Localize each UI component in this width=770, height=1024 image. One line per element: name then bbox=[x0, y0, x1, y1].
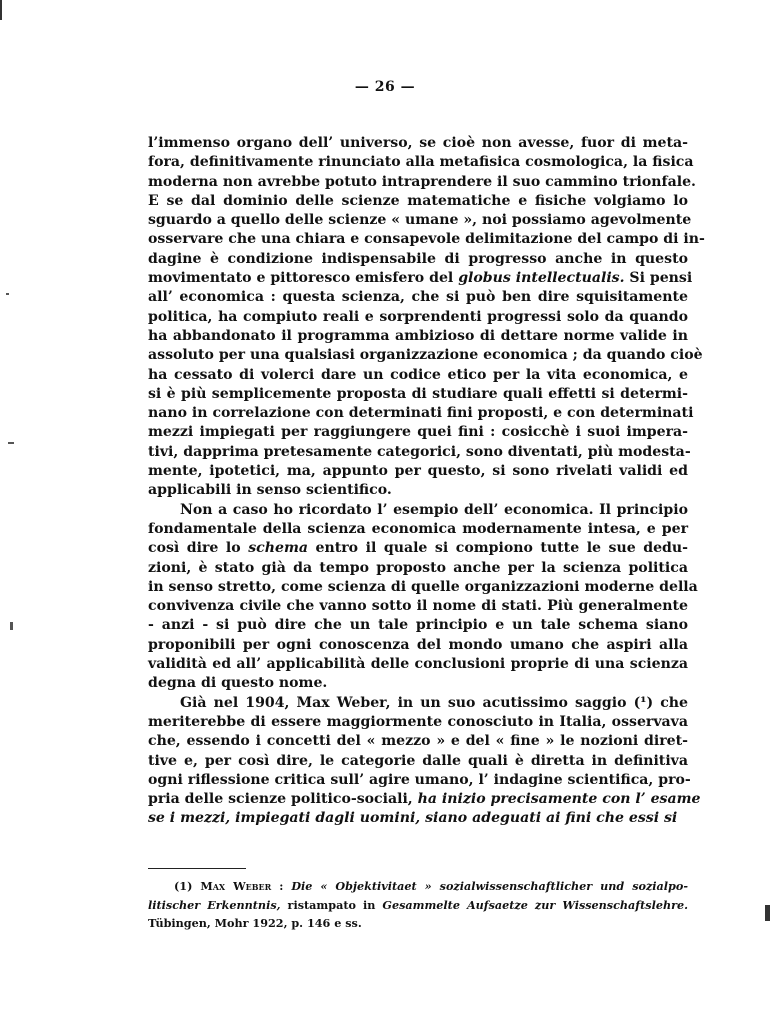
text-span: così dire lo bbox=[148, 540, 249, 557]
footnote-line-2 bbox=[148, 896, 688, 915]
footnote-line-1 bbox=[148, 877, 688, 896]
text-line: mente, ipotetici, ma, appunto per questo, si sono rivelati validi ed bbox=[148, 463, 688, 480]
footnote-marker: (1) bbox=[174, 879, 193, 893]
text-line: moderna non avrebbe potuto intraprendere il suo cammino trionfale. bbox=[148, 173, 696, 190]
text-line: degna di questo nome. bbox=[148, 675, 328, 692]
text-span: entro il quale si compiono tutte le sue dedu- bbox=[308, 540, 688, 557]
text-line: assoluto per una qualsiasi organizzazione economica ; da quando cioè bbox=[148, 347, 703, 364]
text-span: pria delle scienze politico-sociali, bbox=[148, 791, 418, 808]
text-line: Già nel 1904, Max Weber, in un suo acutissimo saggio (¹) che bbox=[180, 694, 688, 711]
footnote-author: Max Weber : bbox=[200, 879, 284, 893]
text-line: l’immenso organo dell’ universo, se cioè non avesse, fuor di meta- bbox=[148, 135, 688, 151]
text-line: fora, definitivamente rinunciato alla metafisica cosmologica, la fisica bbox=[148, 154, 694, 171]
footnote-title-cont: litischer Erkenntnis, bbox=[148, 897, 281, 912]
text-line: osservare che una chiara e consapevole delimitazione del campo di in- bbox=[148, 231, 705, 248]
page-number: — 26 — bbox=[354, 79, 416, 95]
text-span: Si pensi bbox=[624, 270, 693, 287]
italic-text: globus intellectualis. bbox=[458, 270, 625, 287]
text-line: si è più semplicemente proposta di studiare quali effetti si determi- bbox=[148, 385, 688, 402]
text-line: politica, ha compiuto reali e sorprendenti progressi solo da quando bbox=[148, 308, 688, 325]
footnote-divider bbox=[148, 868, 246, 869]
body-text bbox=[148, 134, 705, 829]
text-line bbox=[148, 809, 688, 828]
italic-text: ha inizio precisamente con l’ esame bbox=[417, 791, 701, 808]
text-line: validità ed all’ applicabilità delle conclusioni proprie di una scienza bbox=[148, 656, 688, 673]
text-line: Non a caso ho ricordato l’ esempio dell’ economica. Il principio bbox=[180, 501, 688, 518]
text-line: nano in correlazione con determinati fini proposti, e con determinati bbox=[148, 405, 694, 422]
footnote-line-3: Tübingen, Mohr 1922, p. 146 e ss. bbox=[148, 916, 362, 930]
italic-text: schema bbox=[248, 540, 308, 557]
scan-speck bbox=[10, 622, 13, 630]
text-line: convivenza civile che vanno sotto il nome di stati. Più generalmente bbox=[148, 598, 688, 615]
scan-speck bbox=[6, 293, 9, 295]
text-line bbox=[148, 790, 701, 809]
text-line: all’ economica : questa scienza, che si può ben dire squisitamente bbox=[148, 289, 688, 306]
text-span: movimentato e pittoresco emisfero del bbox=[148, 270, 459, 287]
text-line: in senso stretto, come scienza di quelle organizzazioni moderne della bbox=[148, 578, 698, 595]
text-line: sguardo a quello delle scienze « umane », noi possiamo agevolmente bbox=[148, 212, 692, 229]
scan-edge-mark bbox=[0, 0, 2, 20]
italic-text: se i mezzi, impiegati dagli uomini, siano adeguati ai fini che essi si bbox=[148, 810, 678, 827]
text-line: ha abbandonato il programma ambizioso di dettare norme valide in bbox=[148, 327, 688, 344]
text-line: meriterebbe di essere maggiormente conosciuto in Italia, osservava bbox=[148, 713, 688, 730]
text-line: tivi, dapprima pretesamente categorici, sono diventati, più modesta- bbox=[148, 443, 691, 460]
text-line: che, essendo i concetti del « mezzo » e del « fine » le nozioni diret- bbox=[148, 733, 688, 750]
text-line: ha cessato di volerci dare un codice etico per la vita economica, e bbox=[148, 366, 688, 383]
text-line: ogni riflessione critica sull’ agire umano, l’ indagine scientifica, pro- bbox=[148, 771, 691, 788]
text-line bbox=[148, 539, 688, 558]
text-line: zioni, è stato già da tempo proposto anche per la scienza politica bbox=[148, 559, 688, 576]
text-line: dagine è condizione indispensabile di progresso anche in questo bbox=[148, 250, 688, 267]
footnote-text: ristampato in bbox=[280, 897, 383, 912]
text-line: E se dal dominio delle scienze matematiche e fisiche volgiamo lo bbox=[148, 192, 688, 209]
text-line: mezzi impiegati per raggiungere quei fini : cosicchè i suoi impera- bbox=[148, 424, 688, 441]
footnote-collection-title: Gesammelte Aufsaetze zur Wissenschaftslehre. bbox=[382, 897, 688, 912]
text-line bbox=[148, 269, 693, 288]
footnote-title: Die « Objektivitaet » sozialwissenschaftlicher und sozialpo- bbox=[291, 879, 688, 893]
text-line: applicabili in senso scientifico. bbox=[148, 482, 392, 499]
text-line: tive e, per così dire, le categorie dalle quali è diretta in definitiva bbox=[148, 752, 688, 769]
text-line: proponibili per ogni conoscenza del mondo umano che aspiri alla bbox=[148, 636, 688, 653]
text-line: fondamentale della scienza economica modernamente intesa, e per bbox=[148, 520, 688, 537]
scan-edge-mark bbox=[765, 905, 770, 921]
text-line: - anzi - si può dire che un tale principio e un tale schema siano bbox=[148, 617, 688, 634]
scan-speck bbox=[8, 442, 14, 444]
footnote bbox=[148, 877, 688, 933]
